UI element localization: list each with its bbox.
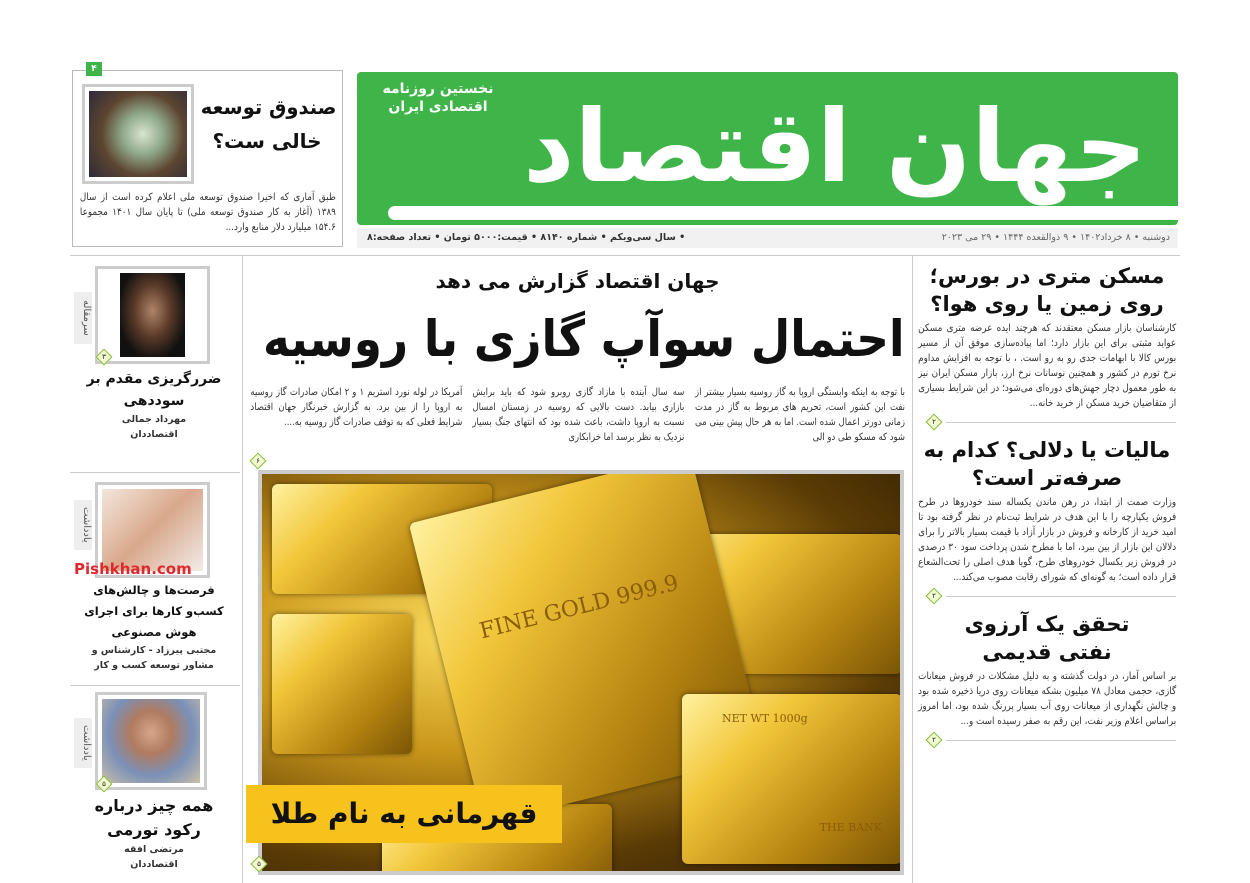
divider — [70, 685, 240, 686]
watermark-text: Pishkhan.com — [74, 560, 192, 578]
page-ref: ۳ — [102, 353, 106, 361]
bar-engraving: FINE GOLD 999.9 — [477, 570, 682, 645]
divider — [70, 255, 1180, 256]
opinion-block — [74, 368, 234, 442]
author-name: مرتضی افقه — [124, 844, 184, 855]
divider — [946, 596, 1176, 597]
opinion-author — [74, 842, 234, 872]
story-text-box — [918, 495, 1176, 585]
lead-headline[interactable]: احتمال سوآپ گازی با روسیه — [263, 310, 905, 368]
lead-column: با توجه به اینکه وابستگی اروپا به گاز روسیه بسیار بیشتر از نفت این کشور است، تحریم های مربوط به گاز در مدت زمانی دورتر اعمال شده است. اما به هر حال پیش بینی می شود که مسکو طی دو الی — [695, 387, 905, 443]
author-photo — [95, 266, 210, 364]
tagline-line: اقتصادی ایران — [388, 99, 488, 115]
divider — [912, 255, 913, 883]
page-ref: ۶ — [256, 457, 260, 465]
page-ref-icon — [926, 732, 943, 749]
opinion-block — [74, 580, 234, 673]
issue-info-box — [367, 228, 727, 248]
lead-column: آمریکا در لوله نورد استریم ۱ و ۲ امکان صادرات گاز روسیه به اروپا را از بین برد. به گزارش خبرنگار جهان اقتصاد شرایط فعلی که به توقف صادرات گاز روسیه به.... — [250, 387, 463, 428]
story-text: وزارت صمت از ابتدا، در رهن ماندن یکساله سند خودروها در طرح فروش یکپارچه را با این هدف در شرایط ثبت‌نام در نظر گرفته بود تا امید خرید از کارخانه و فروش در بازار آزاد با قیمت بسیار بالاتر را برای دلالان این بازار از بین ببرد، اما با مطرح شدن پرداخت سود ۳۰ درصدی در فروش زیر یکسال خودروهای طرح، گویا هدف اصلی را تحت‌الشعاع قرار داده است؛ به گونه‌ای که شورای رقابت مصوب می‌کند... — [918, 497, 1177, 583]
teaser-title — [198, 90, 336, 158]
author-role: مشاور توسعه کسب و کار — [94, 660, 214, 671]
opinion-title[interactable]: فرصت‌ها و چالش‌های کسب‌و کارها برای اجرای هوش مصنوعی — [84, 583, 224, 639]
story-text-box — [918, 669, 1176, 729]
section-label: سرمقاله — [74, 292, 92, 344]
date-bar — [357, 228, 1178, 248]
story-text: کارشناسان بازار مسکن معتقدند که هرچند ایده عرضه متری مسکن عواید مثبتی برای این بازار دارد؛ اما پیاده‌سازی موفق آن از مسیر بورس کالا با ابهامات جدی رو به رو است. ، با توجه به افزایش مداوم نرخ تورم در کشور و همچنین نوسانات نرخ ارز، بازار مسکن ایران نیز به طور معمول دچار جهش‌های دوره‌ای می‌شود؛ در این شرایط بسیاری از متقاضیان خرید مسکن از خرید خانه... — [918, 323, 1176, 409]
bar-engraving: THE BANK — [819, 821, 882, 834]
lead-column: سه سال آینده با مازاد گازی روبرو شود که باید برایش بازاری بیابد. دست بالایی که روسیه در زمستان امسال نسبت به اروپا داشت، باعث شده بود که انتهای جنگ بسیار نزدیک به نظر برسد اما خرابکاری — [472, 387, 684, 443]
story-title[interactable]: تحقق یک آرزوی نفتی قدیمی — [964, 612, 1130, 664]
teaser-title-line: صندوق توسعه — [200, 95, 336, 119]
issue-date: دوشنبه • ۸ خرداد۱۴۰۲ • ۹ ذوالقعده ۱۴۴۴ • ۲۹ می ۲۰۲۳ — [941, 232, 1170, 243]
page-ref: ۵ — [257, 860, 261, 868]
opinion-title[interactable]: ضررگریزی مقدم بر سوددهی — [86, 371, 222, 409]
tagline-line: نخستین روزنامه — [382, 81, 494, 97]
issue-date-box — [750, 228, 1170, 248]
page-ref: ۲ — [932, 418, 936, 426]
lead-kicker-box — [250, 264, 905, 298]
story-title[interactable]: مالیات یا دلالی؟ کدام به صرفه‌تر است؟ — [923, 438, 1171, 490]
lead-column-box — [472, 385, 684, 445]
story-title[interactable]: مسکن متری در بورس؛ روی زمین یا روی هوا؟ — [929, 264, 1165, 316]
section-label: یادداشت — [74, 718, 92, 768]
story-footer — [918, 732, 1176, 748]
opinion-author — [74, 412, 234, 442]
lead-column-box — [695, 385, 905, 445]
page-ref: ۲ — [932, 736, 936, 744]
author-name: مجتبی پیرزاد - کارشناس و — [91, 645, 217, 656]
gold-bar — [682, 694, 902, 864]
divider — [946, 740, 1176, 741]
lead-column-box — [250, 385, 462, 430]
story-footer — [918, 414, 1176, 430]
teaser-title-line-box — [198, 90, 336, 124]
lead-kicker: جهان اقتصاد گزارش می دهد — [435, 269, 720, 293]
newspaper-logo: جهان اقتصاد — [523, 88, 1147, 205]
issue-info: • سال سی‌ویکم • شماره ۸۱۴۰ • قیمت:۵۰۰۰ تومان • تعداد صفحه:۸ — [367, 232, 686, 243]
photo-caption[interactable]: قهرمانی به نام طلا — [246, 785, 562, 843]
money-roll-photo — [82, 84, 194, 184]
watermark-logo — [92, 488, 132, 568]
story — [918, 610, 1176, 748]
opinion-block — [74, 794, 234, 872]
teaser-title-line-box — [198, 124, 336, 158]
teaser-text-box — [80, 190, 336, 235]
newspaper-logo-box — [505, 88, 1165, 205]
story-text: بر اساس آمار، در دولت گذشته و به دلیل مشکلات در فروش میعانات گازی، حجمی معادل ۷۸ میلیون بشکه میعانات روی دریا ذخیره شده بود و چالش نگهداری از میعانات روی آب بسیار پررنگ شده بود، اما امروز براساس اعلام وزیر نفت، این رقم به صفر رسیده است و... — [918, 671, 1176, 727]
author-photo — [95, 692, 207, 790]
divider — [70, 472, 240, 473]
story — [918, 262, 1176, 430]
story-footer — [918, 588, 1176, 604]
page-ref-icon — [250, 453, 267, 470]
author-role: اقتصاددان — [130, 429, 178, 440]
page-ref: ۲ — [932, 592, 936, 600]
story — [918, 436, 1176, 604]
opinion-title[interactable]: همه چیز درباره رکود تورمی — [94, 796, 214, 839]
page-ref-icon — [926, 588, 943, 605]
section-label: یادداشت — [74, 500, 92, 550]
masthead-tagline — [378, 80, 498, 116]
page-badge: ۴ — [86, 62, 102, 76]
author-role: اقتصاددان — [130, 859, 178, 870]
lead-headline-box[interactable] — [250, 298, 905, 380]
page-ref-icon — [926, 414, 943, 431]
page-ref: ۵ — [102, 780, 106, 788]
story-text-box — [918, 321, 1176, 411]
author-name: مهرداد جمالی — [121, 414, 187, 425]
divider — [946, 422, 1176, 423]
logo-underline — [388, 206, 1178, 220]
right-column — [918, 262, 1176, 880]
teaser-text: طبق آماری که اخیرا صندوق توسعه ملی اعلام کرده است از سال ۱۳۸۹ (آغاز به کار صندوق توسعه ملی) تا پایان سال ۱۴۰۱ مجموعا ۱۵۴.۶ میلیارد دلار منابع وارد... — [80, 192, 336, 233]
teaser-title-line: خالی ست؟ — [212, 129, 322, 153]
opinion-author — [74, 643, 234, 673]
bar-engraving: NET WT 1000g — [722, 712, 808, 725]
